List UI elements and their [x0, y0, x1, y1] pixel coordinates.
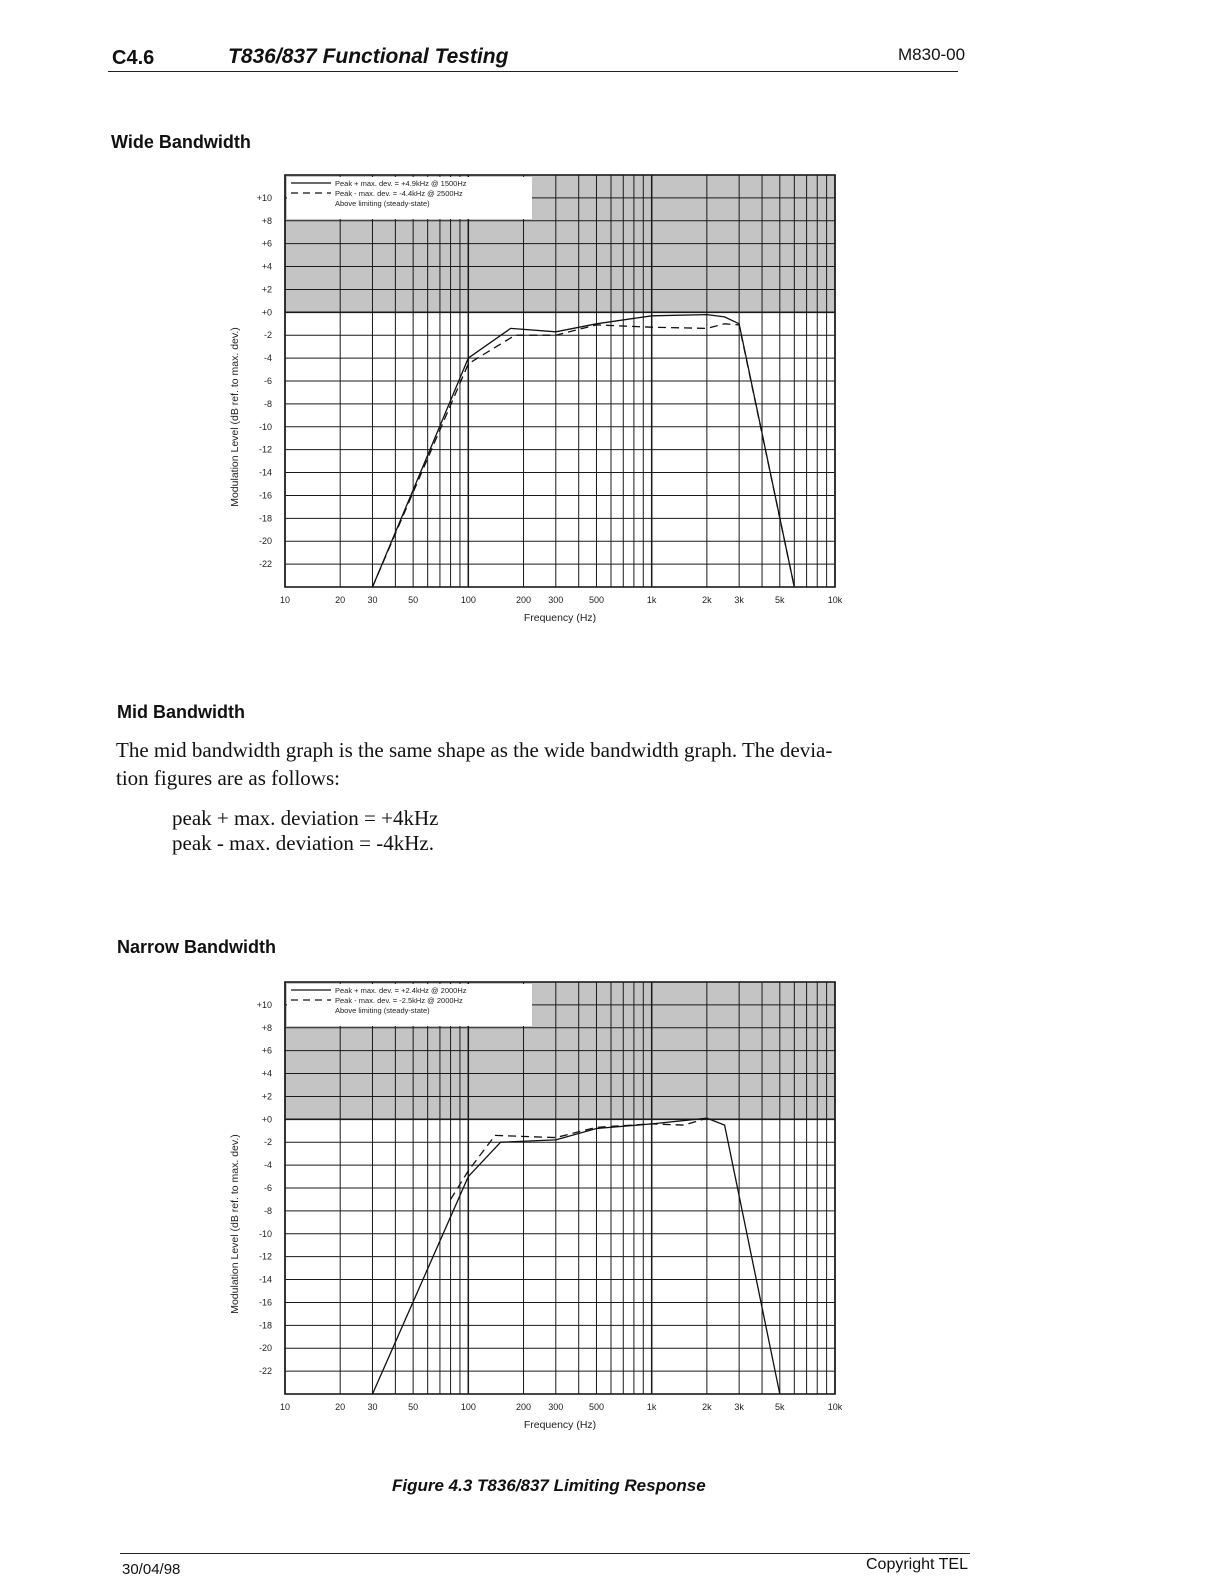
y-tick-label: -4 — [263, 353, 272, 364]
y-tick-label: -16 — [258, 490, 272, 501]
y-tick-label: -14 — [258, 467, 272, 478]
x-tick-label: 300 — [548, 1402, 564, 1412]
legend-note: Above limiting (steady-state) — [335, 1006, 430, 1015]
mid-bandwidth-heading: Mid Bandwidth — [117, 702, 245, 722]
x-tick-label: 10k — [827, 595, 843, 605]
x-axis-label: Frequency (Hz) — [523, 612, 597, 624]
y-tick-label: -22 — [258, 1366, 272, 1377]
y-tick-label: -12 — [258, 444, 272, 455]
section-number: C4.6 — [112, 47, 155, 69]
x-tick-label: 30 — [367, 1402, 378, 1412]
x-tick-label: 1k — [646, 1402, 657, 1412]
mid-deviation-negative: peak - max. deviation = -4kHz. — [172, 831, 435, 855]
mid-bandwidth-paragraph-line1: The mid bandwidth graph is the same shape as the wide bandwidth graph. The devia- — [116, 738, 833, 762]
x-tick-label: 50 — [408, 1402, 419, 1412]
document-title: T836/837 Functional Testing — [228, 45, 509, 68]
x-tick-label: 500 — [588, 1402, 604, 1412]
y-tick-label: +6 — [261, 238, 272, 249]
y-tick-label: +0 — [261, 1114, 272, 1125]
legend-entry: Peak + max. dev. = +2.4kHz @ 2000Hz — [335, 986, 467, 995]
mid-deviation-positive: peak + max. deviation = +4kHz — [172, 806, 439, 830]
series-peak-plus-line — [373, 1118, 780, 1394]
y-axis-label: Modulation Level (dB ref. to max. dev.) — [229, 327, 241, 507]
legend-entry: Peak - max. dev. = -4.4kHz @ 2500Hz — [335, 189, 463, 198]
x-tick-label: 20 — [335, 1402, 346, 1412]
x-tick-label: 100 — [460, 1402, 476, 1412]
x-tick-label: 20 — [335, 595, 346, 605]
y-tick-label: +0 — [261, 307, 272, 318]
legend-entry: Peak - max. dev. = -2.5kHz @ 2000Hz — [335, 996, 463, 1005]
y-tick-label: +2 — [261, 284, 272, 295]
wide-bandwidth-chart — [200, 165, 870, 635]
figure-caption: Figure 4.3 T836/837 Limiting Response — [392, 1476, 706, 1495]
series-peak-minus-line — [373, 324, 795, 587]
x-tick-label: 100 — [460, 595, 476, 605]
legend-entry: Peak + max. dev. = +4.9kHz @ 1500Hz — [335, 179, 467, 188]
x-tick-label: 10 — [279, 1402, 291, 1412]
x-tick-label: 5k — [775, 1402, 785, 1412]
x-axis-label: Frequency (Hz) — [523, 1419, 597, 1431]
y-tick-label: -16 — [258, 1297, 272, 1308]
y-tick-label: +2 — [261, 1091, 272, 1102]
y-tick-label: -8 — [263, 398, 272, 409]
narrow-bandwidth-heading: Narrow Bandwidth — [117, 937, 277, 957]
y-tick-label: -22 — [258, 559, 272, 570]
x-tick-label: 200 — [516, 1402, 532, 1412]
x-tick-label: 5k — [775, 595, 785, 605]
wide-bandwidth-heading: Wide Bandwidth — [111, 132, 251, 152]
y-tick-label: -20 — [258, 536, 272, 547]
document-reference: M830-00 — [898, 45, 966, 64]
y-tick-label: -18 — [258, 1320, 272, 1331]
narrow-bandwidth-chart — [200, 972, 870, 1442]
legend-note: Above limiting (steady-state) — [335, 199, 430, 208]
x-tick-label: 50 — [408, 595, 419, 605]
x-tick-label: 3k — [734, 1402, 744, 1412]
x-tick-label: 2k — [702, 595, 712, 605]
y-tick-label: -6 — [263, 1183, 272, 1193]
y-tick-label: +8 — [261, 215, 272, 226]
y-tick-label: -8 — [263, 1205, 272, 1216]
y-tick-label: -20 — [258, 1343, 272, 1354]
y-tick-label: -18 — [258, 513, 272, 524]
footer-rule — [120, 1553, 970, 1554]
y-tick-label: -2 — [263, 330, 272, 341]
y-tick-label: +10 — [256, 192, 272, 203]
y-tick-label: +10 — [256, 999, 272, 1010]
header-rule — [108, 71, 958, 72]
y-tick-label: +6 — [261, 1045, 272, 1056]
y-tick-label: -10 — [258, 421, 272, 432]
y-tick-label: -4 — [263, 1160, 272, 1171]
y-tick-label: -12 — [258, 1251, 272, 1262]
y-axis-label: Modulation Level (dB ref. to max. dev.) — [229, 1134, 241, 1314]
x-tick-label: 2k — [702, 1402, 712, 1412]
y-tick-label: +4 — [261, 261, 272, 272]
x-tick-label: 500 — [588, 595, 604, 605]
footer-copyright: Copyright TEL — [866, 1556, 968, 1573]
y-tick-label: -10 — [258, 1228, 272, 1239]
x-tick-label: 10k — [827, 1402, 843, 1412]
x-tick-label: 200 — [516, 595, 532, 605]
x-tick-label: 300 — [548, 595, 564, 605]
y-tick-label: +4 — [261, 1068, 272, 1079]
y-tick-label: -6 — [263, 376, 272, 386]
y-tick-label: +8 — [261, 1022, 272, 1033]
y-tick-label: -14 — [258, 1274, 272, 1285]
x-tick-label: 10 — [279, 595, 291, 605]
x-tick-label: 1k — [646, 595, 657, 605]
x-tick-label: 3k — [734, 595, 744, 605]
mid-bandwidth-paragraph-line2: tion figures are as follows: — [116, 766, 340, 790]
x-tick-label: 30 — [367, 595, 378, 605]
footer-date: 30/04/98 — [122, 1561, 181, 1578]
series-peak-plus-line — [373, 315, 795, 587]
y-tick-label: -2 — [263, 1137, 272, 1148]
